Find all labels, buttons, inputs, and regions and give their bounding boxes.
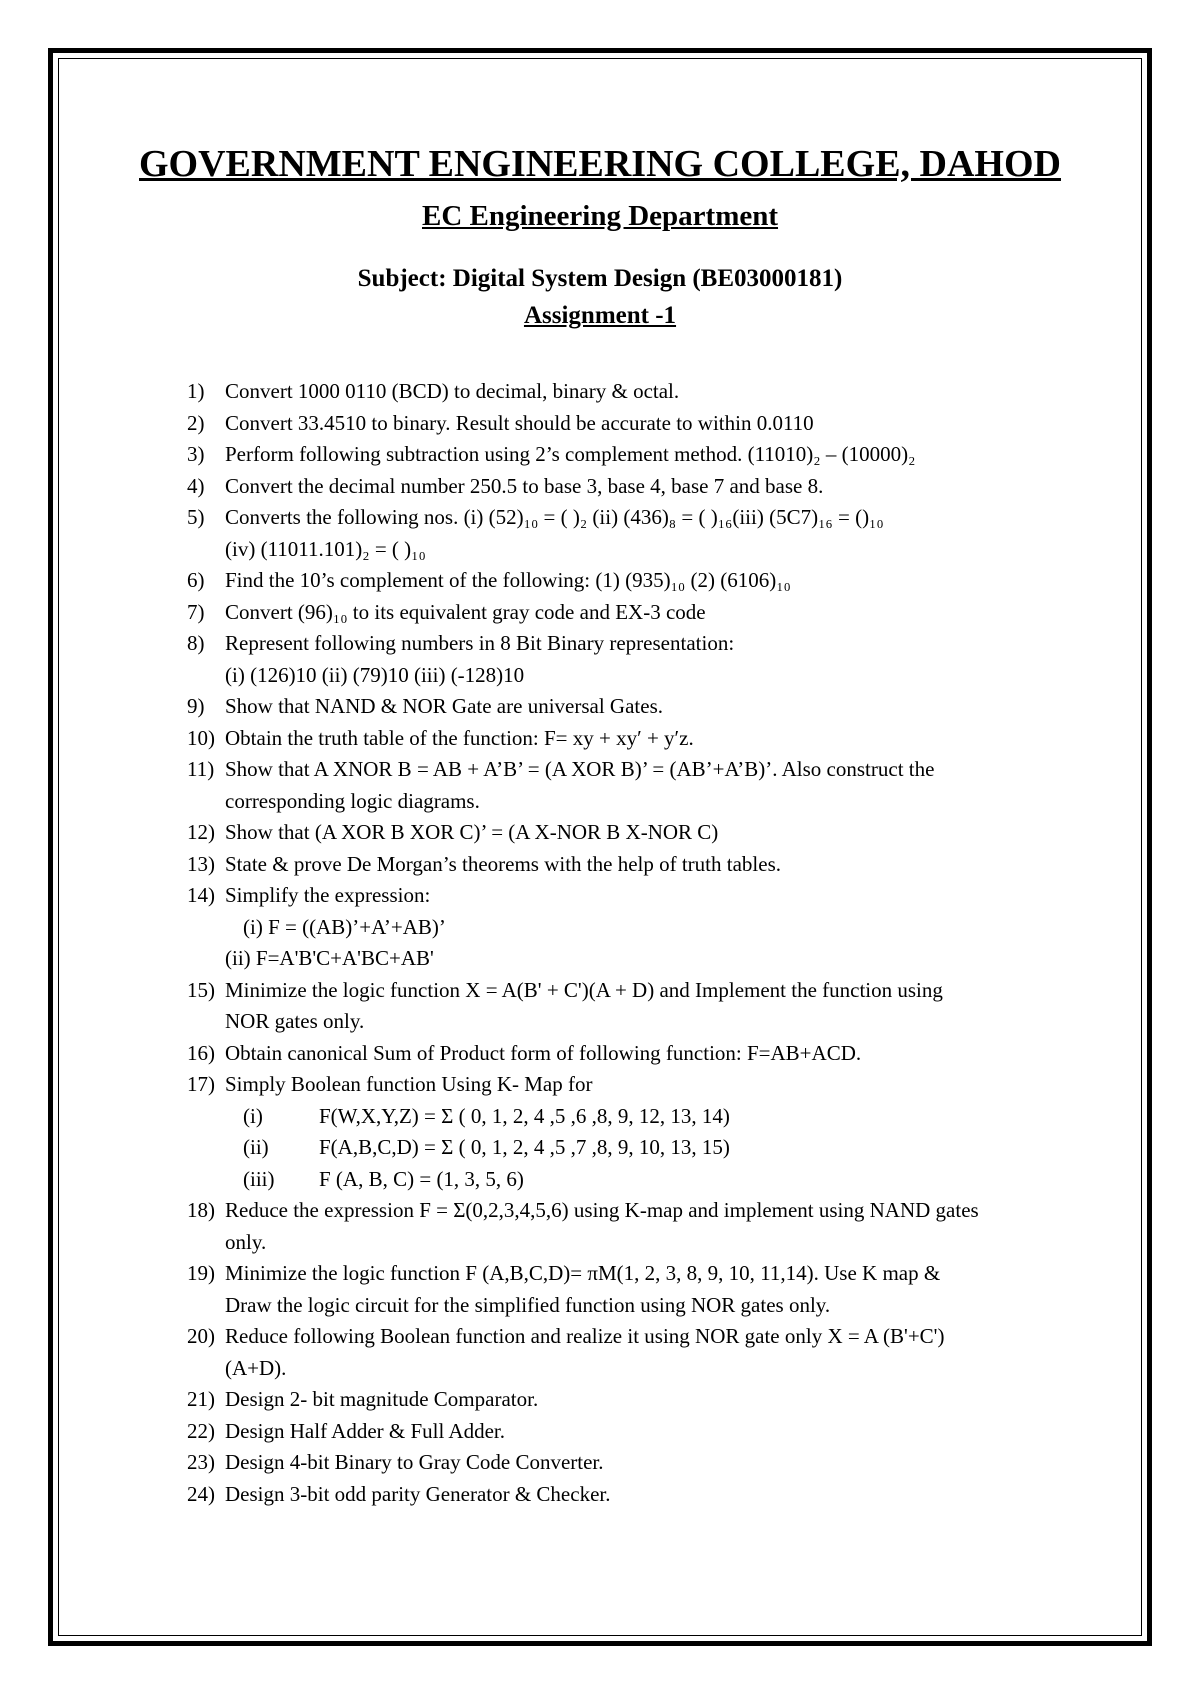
question-item (187, 849, 1105, 881)
question-item (187, 817, 1105, 849)
question-item (187, 376, 1105, 408)
kmap-subpart-label: (iii) (243, 1166, 275, 1191)
question-number: 18) (187, 1198, 215, 1222)
question-item (187, 1321, 1105, 1384)
question-text-continued: only. (225, 1229, 267, 1254)
question-item (187, 628, 1105, 691)
kmap-subpart (225, 1101, 1105, 1133)
question-item (187, 408, 1105, 440)
question-text-continued: (i) (126)10 (ii) (79)10 (iii) (-128)10 (225, 662, 525, 687)
question-number: 12) (187, 820, 215, 844)
college-title: GOVERNMENT ENGINEERING COLLEGE, DAHOD (139, 143, 1061, 185)
question-subpart: (ii) F=A'B'C+A'BC+AB' (225, 946, 434, 970)
question-number: 7) (187, 599, 205, 624)
kmap-subpart-label: (ii) (243, 1135, 269, 1159)
question-text: Convert the decimal number 250.5 to base 3, base 4, base 7 and base 8. (225, 473, 824, 498)
question-text: Simply Boolean function Using K- Map for (225, 1072, 593, 1096)
question-subpart: (i) F = ((AB)’+A’+AB)’ (243, 914, 446, 939)
question-number: 14) (187, 883, 215, 907)
question-text: Minimize the logic function F (A,B,C,D)= πM(1, 2, 3, 8, 9, 10, 11,14). Use K map & (225, 1261, 941, 1285)
question-number: 20) (187, 1324, 215, 1348)
question-number: 9) (187, 694, 205, 718)
question-text-continued: (A+D). (225, 1355, 287, 1380)
question-text: Show that A XNOR B = AB + A’B’ = (A XOR B)’ = (AB’+A’B)’. Also construct the (225, 757, 935, 781)
question-text: State & prove De Morgan’s theorems with the help of truth tables. (225, 851, 781, 876)
question-text: Represent following numbers in 8 Bit Binary representation: (225, 631, 735, 655)
question-text: Design 2- bit magnitude Comparator. (225, 1387, 539, 1411)
kmap-subpart-expression: F(A,B,C,D) = Σ ( 0, 1, 2, 4 ,5 ,7 ,8, 9, 10, 13, 15) (319, 1135, 730, 1159)
question-text: Obtain canonical Sum of Product form of following function: F=AB+ACD. (225, 1040, 862, 1065)
question-text: Find the 10’s complement of the following: (1) (935)₁₀ (2) (6106)₁₀ (225, 568, 791, 592)
question-item (187, 1416, 1105, 1448)
question-text: Convert (96)₁₀ to its equivalent gray code and EX-3 code (225, 599, 706, 624)
question-number: 11) (187, 757, 215, 781)
question-item (187, 597, 1105, 629)
question-number: 6) (187, 568, 205, 592)
question-text: Show that NAND & NOR Gate are universal Gates. (225, 694, 663, 718)
question-text: Design 4-bit Binary to Gray Code Converter. (225, 1450, 604, 1474)
question-item (187, 754, 1105, 817)
kmap-subpart (225, 1164, 1105, 1196)
question-text: Convert 33.4510 to binary. Result should be accurate to within 0.0110 (225, 410, 814, 435)
question-number: 4) (187, 473, 205, 498)
question-item (187, 439, 1105, 471)
question-number: 3) (187, 442, 205, 466)
question-text: Design 3-bit odd parity Generator & Checker. (225, 1481, 611, 1506)
question-item (187, 1447, 1105, 1479)
question-item (187, 880, 1105, 975)
question-text: Convert 1000 0110 (BCD) to decimal, binary & octal. (225, 379, 680, 403)
question-list (187, 376, 1105, 1510)
question-item (187, 565, 1105, 597)
department-title: EC Engineering Department (421, 200, 779, 232)
question-number: 13) (187, 851, 215, 876)
question-number: 23) (187, 1450, 215, 1474)
question-item (187, 1195, 1105, 1258)
question-number: 17) (187, 1072, 215, 1096)
question-number: 15) (187, 977, 215, 1002)
question-item (187, 723, 1105, 755)
question-text: Show that (A XOR B XOR C)’ = (A X-NOR B X-NOR C) (225, 820, 719, 844)
subject-title: Subject: Digital System Design (BE03000181) (357, 265, 843, 292)
question-number: 21) (187, 1387, 215, 1411)
question-text: Design Half Adder & Full Adder. (225, 1418, 505, 1443)
question-item (187, 471, 1105, 503)
question-number: 22) (187, 1418, 215, 1443)
question-text-continued: NOR gates only. (225, 1009, 365, 1033)
kmap-subpart (225, 1132, 1105, 1164)
kmap-subpart-expression: F (A, B, C) = (1, 3, 5, 6) (319, 1166, 524, 1191)
question-text: Minimize the logic function X = A(B' + C')(A + D) and Implement the function using (225, 977, 943, 1002)
question-item (187, 1069, 1105, 1195)
question-number: 10) (187, 725, 215, 750)
question-item (187, 502, 1105, 565)
question-number: 19) (187, 1261, 215, 1285)
question-item (187, 1384, 1105, 1416)
kmap-subpart-expression: F(W,X,Y,Z) = Σ ( 0, 1, 2, 4 ,5 ,6 ,8, 9, 12, 13, 14) (319, 1103, 730, 1128)
question-item (187, 1479, 1105, 1511)
question-text-continued: Draw the logic circuit for the simplified function using NOR gates only. (225, 1292, 831, 1317)
kmap-subpart-label: (i) (243, 1103, 263, 1128)
question-number: 16) (187, 1040, 215, 1065)
question-text: Reduce the expression F = Σ(0,2,3,4,5,6) using K-map and implement using NAND gates (225, 1198, 979, 1222)
question-number: 1) (187, 379, 205, 403)
question-text-continued: (iv) (11011.101)₂ = ( )₁₀ (225, 536, 426, 561)
question-text: Perform following subtraction using 2’s complement method. (11010)₂ – (10000)₂ (225, 442, 916, 466)
question-text: Obtain the truth table of the function: F= xy + xy′ + y′z. (225, 725, 694, 750)
assignment-title: Assignment -1 (523, 302, 677, 329)
question-text: Simplify the expression: (225, 883, 431, 907)
question-text: Converts the following nos. (i) (52)₁₀ = ( )₂ (ii) (436)₈ = ( )₁₆(iii) (5C7)₁₆ = ()₁₀ (225, 505, 884, 529)
question-text: Reduce following Boolean function and realize it using NOR gate only X = A (B'+C') (225, 1324, 945, 1348)
question-item (187, 1038, 1105, 1070)
question-number: 24) (187, 1481, 215, 1506)
question-item (187, 1258, 1105, 1321)
question-item (187, 691, 1105, 723)
question-number: 5) (187, 505, 205, 529)
question-text-continued: corresponding logic diagrams. (225, 788, 480, 813)
question-number: 8) (187, 631, 205, 655)
question-number: 2) (187, 410, 205, 435)
question-item (187, 975, 1105, 1038)
